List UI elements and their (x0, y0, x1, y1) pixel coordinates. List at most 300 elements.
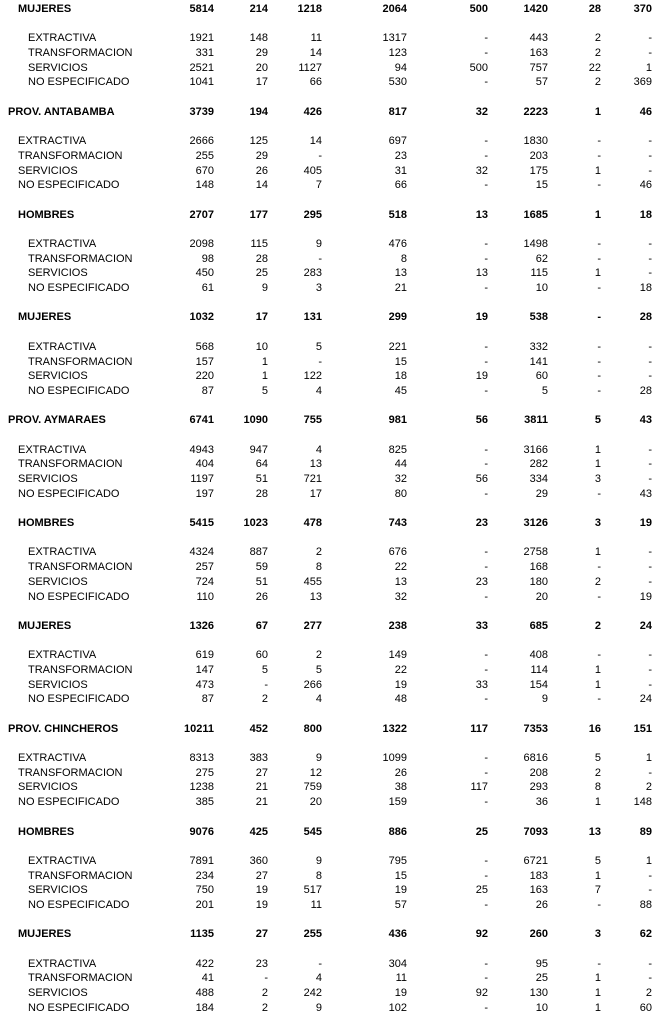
cell-value: 476 (388, 238, 407, 250)
cell-value: 27 (255, 869, 268, 882)
cell-value: 29 (255, 47, 268, 60)
cell-value: 452 (249, 722, 268, 735)
cell-value: 203 (529, 149, 548, 162)
table-row (0, 575, 654, 590)
cell-value: 5 (315, 663, 322, 676)
cell-value: 2 (594, 76, 601, 89)
cell-value: 24 (639, 619, 652, 632)
cell-value: 1 (594, 267, 601, 280)
cell-value: 8 (315, 869, 322, 882)
cell-value: 1 (594, 972, 601, 985)
cell-value: 5 (594, 414, 601, 427)
spacer (0, 501, 654, 516)
cell-value: - (648, 766, 652, 779)
cell-value: 3 (594, 473, 601, 485)
cell-value: 1099 (382, 752, 407, 765)
spacer (0, 942, 654, 957)
cell-value: 62 (639, 928, 652, 941)
cell-value: 1090 (243, 414, 268, 427)
cell-value: 122 (303, 370, 322, 383)
cell-value: 517 (303, 884, 322, 897)
row-label: NO ESPECIFICADO (28, 384, 130, 397)
cell-value: 255 (303, 928, 322, 941)
table-row (0, 883, 654, 898)
row-label: NO ESPECIFICADO (28, 76, 130, 89)
cell-value: 43 (639, 414, 652, 427)
cell-value: 1 (594, 796, 601, 809)
table-row (0, 663, 654, 678)
cell-value: 60 (535, 370, 548, 383)
cell-value: 1197 (190, 473, 214, 485)
cell-value: 175 (529, 164, 548, 177)
cell-value: 89 (639, 825, 652, 838)
cell-value: 2 (594, 575, 601, 588)
cell-value: 887 (249, 546, 268, 559)
cell-value: 1 (594, 1001, 601, 1014)
row-label: NO ESPECIFICADO (28, 282, 130, 295)
cell-value: 98 (201, 252, 214, 265)
spacer (0, 707, 654, 722)
cell-value: - (484, 135, 488, 148)
table-row (0, 266, 654, 281)
cell-value: 425 (249, 825, 268, 838)
cell-value: - (484, 649, 488, 662)
cell-value: 32 (475, 105, 488, 118)
cell-value: 19 (394, 678, 407, 691)
cell-value: - (648, 252, 652, 265)
cell-value: - (648, 972, 652, 985)
cell-value: - (648, 458, 652, 471)
cell-value: 277 (303, 619, 322, 632)
cell-value: 2 (594, 766, 601, 779)
table-row (0, 1001, 654, 1016)
cell-value: 4324 (189, 546, 214, 559)
cell-value: 1 (645, 752, 652, 765)
cell-value: - (484, 355, 488, 368)
cell-value: 293 (529, 781, 548, 794)
cell-value: 2 (645, 781, 652, 794)
row-label: EXTRACTIVA (28, 546, 97, 559)
cell-value: 2666 (189, 135, 214, 148)
cell-value: - (484, 854, 488, 867)
cell-value: 238 (388, 619, 407, 632)
cell-value: 500 (469, 3, 488, 15)
cell-value: 13 (475, 208, 488, 221)
cell-value: 2521 (189, 61, 214, 74)
cell-value: 19 (639, 517, 652, 530)
cell-value: 16 (588, 722, 601, 735)
cell-value: 800 (303, 722, 322, 735)
cell-value: 148 (249, 32, 268, 45)
cell-value: 13 (309, 590, 322, 603)
cell-value: 26 (255, 164, 268, 177)
cell-value: 1685 (523, 208, 548, 221)
cell-value: 115 (250, 238, 268, 250)
cell-value: 817 (388, 105, 407, 118)
cell-value: 11 (310, 32, 322, 45)
section-header-row (0, 208, 654, 223)
cell-value: 685 (529, 619, 548, 632)
spacer (0, 90, 654, 105)
row-label: TRANSFORMACION (28, 355, 133, 368)
cell-value: 33 (475, 678, 488, 691)
cell-value: 331 (195, 47, 214, 60)
cell-value: 45 (394, 384, 407, 397)
cell-value: 1127 (298, 61, 322, 74)
cell-value: 255 (195, 149, 214, 162)
cell-value: 1238 (189, 781, 214, 794)
cell-value: - (484, 384, 488, 397)
cell-value: 9076 (189, 825, 214, 838)
cell-value: - (648, 340, 652, 353)
cell-value: - (484, 766, 488, 779)
cell-value: 755 (303, 414, 322, 427)
cell-value: 9 (315, 238, 322, 250)
cell-value: 114 (530, 663, 548, 676)
cell-value: 177 (249, 208, 268, 221)
cell-value: 9 (261, 282, 268, 295)
cell-value: 208 (529, 766, 548, 779)
cell-value: 26 (535, 898, 548, 911)
section-header-row (0, 310, 654, 325)
row-label: EXTRACTIVA (28, 649, 97, 662)
table-row (0, 766, 654, 781)
row-label: PROV. ANTABAMBA (8, 105, 115, 118)
table-section (0, 310, 654, 413)
cell-value: 28 (588, 3, 601, 15)
cell-value: - (597, 561, 601, 574)
cell-value: 1 (261, 355, 268, 368)
cell-value: 15 (535, 179, 548, 192)
spacer (0, 839, 654, 854)
cell-value: 1 (594, 869, 601, 882)
cell-value: 28 (639, 384, 652, 397)
cell-value: - (648, 443, 652, 456)
cell-value: 183 (529, 869, 548, 882)
cell-value: - (648, 678, 652, 691)
spacer (0, 810, 654, 825)
cell-value: - (484, 76, 488, 89)
row-label: EXTRACTIVA (18, 443, 87, 456)
cell-value: 2223 (523, 105, 548, 118)
table-row (0, 869, 654, 884)
cell-value: - (648, 561, 652, 574)
table-row (0, 457, 654, 472)
row-label: MUJERES (18, 619, 72, 632)
row-label: TRANSFORMACION (18, 458, 123, 471)
cell-value: 20 (535, 590, 548, 603)
cell-value: 184 (195, 1001, 214, 1014)
cell-value: - (597, 135, 601, 148)
cell-value: - (597, 957, 601, 970)
row-label: HOMBRES (18, 825, 75, 838)
cell-value: 1 (594, 546, 601, 559)
cell-value: 149 (388, 649, 407, 662)
cell-value: - (597, 179, 601, 192)
cell-value: 31 (394, 164, 407, 177)
cell-value: 3166 (523, 443, 548, 456)
cell-value: 60 (255, 649, 268, 662)
cell-value: 22 (394, 663, 407, 676)
table-row (0, 898, 654, 913)
cell-value: 5 (594, 752, 601, 765)
cell-value: 147 (195, 663, 214, 676)
table-row (0, 692, 654, 707)
cell-value: - (648, 649, 652, 662)
cell-value: 455 (303, 575, 322, 588)
cell-value: - (648, 47, 652, 60)
cell-value: 13 (309, 458, 322, 471)
cell-value: 4 (315, 693, 322, 706)
cell-value: 283 (303, 267, 322, 280)
cell-value: 1498 (523, 238, 548, 250)
cell-value: 26 (394, 766, 407, 779)
section-header-row (0, 2, 654, 17)
cell-value: 21 (394, 282, 407, 295)
cell-value: 750 (195, 884, 214, 897)
cell-value: 17 (255, 76, 268, 89)
cell-value: 148 (633, 796, 652, 809)
cell-value: - (597, 693, 601, 706)
cell-value: 28 (255, 487, 268, 500)
cell-value: - (484, 32, 488, 45)
cell-value: 4943 (189, 443, 214, 456)
row-label: PROV. CHINCHEROS (8, 722, 119, 735)
cell-value: - (597, 590, 601, 603)
cell-value: 22 (394, 561, 407, 574)
cell-value: - (318, 252, 322, 265)
cell-value: 56 (475, 473, 488, 485)
row-label: NO ESPECIFICADO (28, 1001, 130, 1014)
cell-value: 43 (639, 487, 652, 500)
cell-value: - (484, 590, 488, 603)
cell-value: 1420 (523, 3, 548, 15)
cell-value: 1 (594, 663, 601, 676)
cell-value: 721 (303, 473, 322, 485)
cell-value: 87 (201, 384, 214, 397)
row-label: SERVICIOS (28, 575, 88, 588)
cell-value: 304 (388, 957, 407, 970)
row-label: TRANSFORMACION (28, 869, 133, 882)
section-header-row (0, 516, 654, 531)
cell-value: - (484, 179, 488, 192)
cell-value: 32 (394, 590, 407, 603)
cell-value: - (318, 149, 322, 162)
cell-value: 15 (394, 355, 407, 368)
cell-value: 151 (633, 722, 652, 735)
cell-value: 19 (394, 884, 407, 897)
cell-value: - (648, 663, 652, 676)
cell-value: 15 (394, 869, 407, 882)
cell-value: 1 (594, 164, 601, 177)
row-label: TRANSFORMACION (28, 663, 133, 676)
cell-value: 299 (388, 311, 407, 324)
cell-value: - (597, 252, 601, 265)
row-label: SERVICIOS (18, 781, 78, 794)
cell-value: - (648, 884, 652, 897)
cell-value: 24 (639, 693, 652, 706)
spacer (0, 1015, 654, 1030)
cell-value: 1 (594, 443, 601, 456)
cell-value: 7891 (189, 854, 214, 867)
cell-value: - (648, 135, 652, 148)
table-row (0, 61, 654, 76)
table-row (0, 369, 654, 384)
cell-value: 9 (541, 693, 548, 706)
row-label: NO ESPECIFICADO (18, 796, 120, 809)
cell-value: 234 (195, 869, 214, 882)
table-section (0, 516, 654, 619)
cell-value: 41 (201, 972, 214, 985)
row-label: EXTRACTIVA (18, 135, 87, 148)
row-label: NO ESPECIFICADO (18, 179, 120, 192)
cell-value: 1921 (189, 32, 214, 45)
row-label: PROV. AYMARAES (8, 414, 106, 427)
cell-value: 697 (388, 135, 407, 148)
row-label: SERVICIOS (28, 678, 88, 691)
cell-value: 29 (255, 149, 268, 162)
cell-value: 370 (633, 3, 652, 15)
cell-value: 1 (645, 61, 652, 74)
cell-value: 19 (255, 884, 268, 897)
cell-value: 110 (196, 590, 214, 603)
cell-value: 25 (475, 825, 488, 838)
cell-value: 450 (195, 267, 214, 280)
table-row (0, 355, 654, 370)
spacer (0, 296, 654, 311)
cell-value: 5415 (189, 517, 214, 530)
spacer (0, 17, 654, 32)
cell-value: - (648, 546, 652, 559)
cell-value: 5 (315, 340, 322, 353)
cell-value: 2 (594, 619, 601, 632)
cell-value: - (484, 149, 488, 162)
section-header-row (0, 413, 654, 428)
cell-value: 17 (309, 487, 322, 500)
row-label: SERVICIOS (28, 370, 88, 383)
table-section (0, 208, 654, 311)
cell-value: 22 (588, 61, 601, 74)
cell-value: 141 (529, 355, 548, 368)
cell-value: - (484, 252, 488, 265)
row-label: TRANSFORMACION (28, 47, 133, 60)
cell-value: 443 (529, 32, 548, 45)
cell-value: 60 (639, 1001, 652, 1014)
cell-value: 18 (639, 208, 652, 221)
cell-value: - (484, 487, 488, 500)
cell-value: 1 (261, 370, 268, 383)
cell-value: 7353 (523, 722, 548, 735)
spacer (0, 604, 654, 619)
table-section (0, 619, 654, 722)
cell-value: - (484, 693, 488, 706)
table-row (0, 237, 654, 252)
table-row (0, 648, 654, 663)
row-label: NO ESPECIFICADO (28, 693, 130, 706)
row-label: EXTRACTIVA (28, 238, 97, 250)
cell-value: 13 (394, 267, 407, 280)
cell-value: 163 (529, 884, 548, 897)
cell-value: - (484, 869, 488, 882)
spacer (0, 193, 654, 208)
row-label: EXTRACTIVA (28, 340, 97, 353)
cell-value: 92 (475, 987, 488, 1000)
cell-value: - (484, 796, 488, 809)
cell-value: 23 (394, 149, 407, 162)
cell-value: 2 (315, 649, 322, 662)
cell-value: 436 (388, 928, 407, 941)
table-row (0, 487, 654, 502)
section-header-row (0, 722, 654, 737)
cell-value: - (484, 47, 488, 60)
cell-value: 17 (255, 311, 268, 324)
cell-value: - (484, 561, 488, 574)
table-row (0, 164, 654, 179)
cell-value: - (597, 898, 601, 911)
cell-value: - (648, 473, 652, 485)
cell-value: - (597, 355, 601, 368)
cell-value: 9 (315, 854, 322, 867)
row-label: SERVICIOS (28, 267, 88, 280)
cell-value: 568 (195, 340, 214, 353)
cell-value: 56 (475, 414, 488, 427)
cell-value: 168 (529, 561, 548, 574)
cell-value: 131 (303, 311, 322, 324)
cell-value: 221 (388, 340, 407, 353)
cell-value: 385 (195, 796, 214, 809)
table-row (0, 751, 654, 766)
table-row (0, 75, 654, 90)
cell-value: - (484, 458, 488, 471)
cell-value: 14 (255, 179, 268, 192)
section-header-row (0, 927, 654, 942)
cell-value: 88 (639, 898, 652, 911)
cell-value: 59 (255, 561, 268, 574)
table-row (0, 795, 654, 810)
cell-value: - (264, 678, 268, 691)
cell-value: - (597, 340, 601, 353)
cell-value: 2 (645, 987, 652, 1000)
cell-value: 154 (529, 678, 548, 691)
cell-value: 13 (394, 575, 407, 588)
cell-value: 6816 (523, 752, 548, 765)
cell-value: 19 (475, 311, 488, 324)
cell-value: 27 (255, 928, 268, 941)
cell-value: - (648, 164, 652, 177)
cell-value: 2 (261, 1001, 268, 1014)
cell-value: 23 (475, 517, 488, 530)
cell-value: - (484, 972, 488, 985)
table-row (0, 46, 654, 61)
cell-value: 61 (201, 282, 214, 295)
cell-value: - (484, 443, 488, 456)
cell-value: 1041 (189, 76, 214, 89)
cell-value: - (597, 649, 601, 662)
cell-value: 13 (588, 825, 601, 838)
row-label: SERVICIOS (18, 164, 78, 177)
cell-value: 23 (255, 957, 268, 970)
cell-value: - (318, 957, 322, 970)
cell-value: 130 (529, 987, 548, 1000)
cell-value: - (648, 32, 652, 45)
cell-value: 282 (529, 458, 548, 471)
cell-value: 5 (261, 663, 268, 676)
cell-value: 8 (594, 781, 601, 794)
cell-value: 14 (309, 47, 322, 60)
table-row (0, 443, 654, 458)
cell-value: 3 (594, 517, 601, 530)
table-section (0, 927, 654, 1030)
